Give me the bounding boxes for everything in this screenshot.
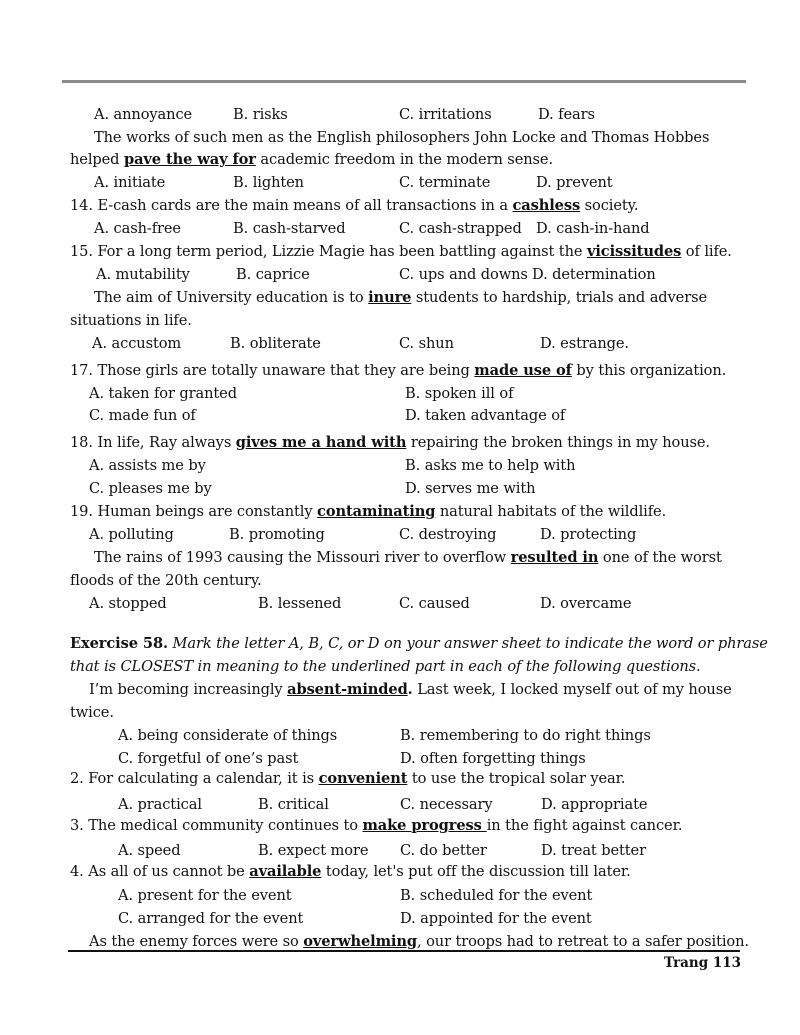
option-d: D. taken advantage of [405,407,566,424]
option-a: A. initiate [94,174,166,191]
underlined-phrase: available [249,863,322,880]
option-c: C. ups and downs [399,266,528,283]
exercise-58-instruction: that is CLOSEST in meaning to the underlined part in each of the following questions. [70,658,701,675]
option-b: B. obliterate [230,335,321,352]
option-d: D. prevent [536,174,613,191]
option-a: A. present for the event [118,887,292,904]
option-b: B. lessened [258,595,342,612]
option-d: D. overcame [540,595,632,612]
option-b: B. scheduled for the event [400,887,593,904]
question-19: 19. Human beings are constantly contaminating natural habitats of the wildlife. [70,503,667,520]
option-b: B. spoken ill of [405,385,514,402]
underlined-phrase: inure [368,289,412,306]
option-c: C. necessary [400,796,493,813]
option-c: C. arranged for the event [118,910,304,927]
question-16-line-1: The aim of University education is to inure students to hardship, trials and adverse [94,289,708,306]
option-a: A. speed [118,842,181,859]
underlined-phrase: overwhelming [303,933,417,950]
option-b: B. asks me to help with [405,457,576,474]
exercise-question-1-line-2: twice. [70,704,114,721]
option-c: C. destroying [399,526,497,543]
question-14: 14. E-cash cards are the main means of all transactions in a cashless society. [70,197,639,214]
footer-rule [68,950,740,952]
question-13-line-1: The works of such men as the English philosophers John Locke and Thomas Hobbes [94,129,710,146]
option-b: B. lighten [233,174,304,191]
page-number: Trang 113 [664,955,742,971]
option-d: D. treat better [541,842,646,859]
option-a: A. annoyance [94,106,193,123]
exercise-question-2: 2. For calculating a calendar, it is convenient to use the tropical solar year. [70,770,626,787]
underlined-phrase: pave the way for [123,151,256,168]
header-rule [62,80,746,83]
option-d: D. determination [532,266,656,283]
exercise-question-4: 4. As all of us cannot be available today, let's put off the discussion till later. [70,863,631,880]
underlined-phrase: made use of [474,362,572,379]
option-b: B. critical [258,796,329,813]
underlined-phrase: convenient [318,770,408,787]
question-16-line-2: situations in life. [70,312,192,329]
option-a: A. cash-free [94,220,181,237]
option-d: D. protecting [540,526,637,543]
option-b: B. cash-starved [233,220,346,237]
underlined-phrase: gives me a hand with [235,434,407,451]
question-13-line-2: helped pave the way for academic freedom in the modern sense. [70,151,553,168]
exercise-question-3: 3. The medical community continues to make progress in the fight against cancer. [70,817,683,834]
option-a: A. being considerate of things [118,727,338,744]
question-17: 17. Those girls are totally unaware that they are being made use of by this organization. [70,362,727,379]
option-b: B. caprice [236,266,310,283]
option-c: C. forgetful of one’s past [118,750,299,767]
option-a: A. polluting [89,526,174,543]
underlined-phrase: make progress [362,817,487,834]
option-d: D. estrange. [540,335,629,352]
option-c: C. caused [399,595,470,612]
option-c: C. pleases me by [89,480,212,497]
option-b: B. promoting [229,526,325,543]
option-c: C. terminate [399,174,491,191]
exercise-58-heading: Exercise 58. Mark the letter A, B, C, or D on your answer sheet to indicate the word or phrase [70,635,768,652]
option-b: B. expect more [258,842,369,859]
question-18: 18. In life, Ray always gives me a hand with repairing the broken things in my house. [70,434,710,451]
underlined-phrase: vicissitudes [586,243,682,260]
option-d: D. cash-in-hand [536,220,650,237]
exercise-title: Exercise 58. [70,635,168,652]
question-20-line-2: floods of the 20th century. [70,572,262,589]
option-c: C. irritations [399,106,492,123]
option-a: A. practical [118,796,202,813]
option-a: A. mutability [96,266,190,283]
option-d: D. appointed for the event [400,910,592,927]
option-a: A. assists me by [89,457,206,474]
question-20-line-1: The rains of 1993 causing the Missouri river to overflow resulted in one of the worst [94,549,722,566]
underlined-phrase: contaminating [317,503,436,520]
option-d: D. serves me with [405,480,536,497]
option-d: D. appropriate [541,796,648,813]
underlined-phrase: resulted in [510,549,599,566]
option-d: D. fears [538,106,595,123]
option-a: A. accustom [92,335,182,352]
underlined-phrase: cashless [512,197,581,214]
option-a: A. taken for granted [89,385,237,402]
option-b: B. risks [233,106,288,123]
option-c: C. cash-strapped [399,220,522,237]
question-15: 15. For a long term period, Lizzie Magie has been battling against the vicissitudes of life. [70,243,732,260]
option-d: D. often forgetting things [400,750,586,767]
option-b: B. remembering to do right things [400,727,651,744]
option-c: C. do better [400,842,487,859]
option-a: A. stopped [89,595,167,612]
exercise-question-5: As the enemy forces were so overwhelming, our troops had to retreat to a safer position. [89,933,749,950]
underlined-phrase: absent-minded [287,681,408,698]
exercise-question-1-line-1: I’m becoming increasingly absent-minded. Last week, I locked myself out of my house [89,681,732,698]
option-c: C. made fun of [89,407,196,424]
option-c: C. shun [399,335,454,352]
